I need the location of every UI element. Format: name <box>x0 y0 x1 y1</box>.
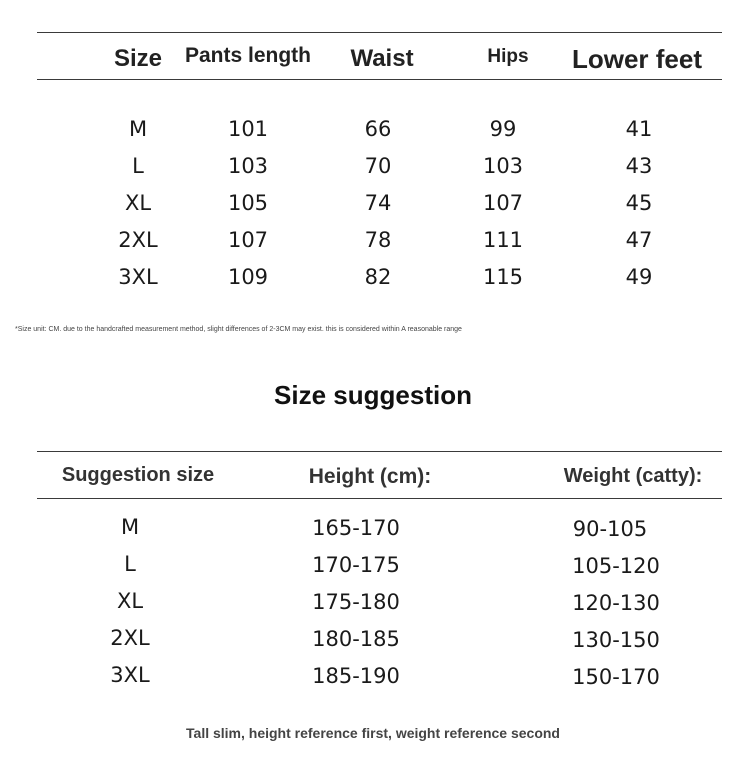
cell-pants-length: 101 <box>227 117 269 141</box>
cell-hips: 99 <box>489 117 517 141</box>
cell-height: 180-185 <box>312 627 400 651</box>
header-hips: Hips <box>487 46 529 67</box>
header-height: Height (cm): <box>308 465 432 488</box>
suggestion-top-rule <box>37 451 722 452</box>
cell-suggestion-size: XL <box>116 589 144 613</box>
cell-size: L <box>132 154 144 178</box>
cell-lower-feet: 43 <box>625 154 653 178</box>
cell-pants-length: 107 <box>227 228 269 252</box>
cell-lower-feet: 49 <box>625 265 653 289</box>
cell-hips: 107 <box>482 191 524 215</box>
cell-height: 185-190 <box>312 664 400 688</box>
size-unit-note: *Size unit: CM. due to the handcrafted measurement method, slight differences of 2-3CM may exist. this is considered within A reasonable range <box>15 326 462 333</box>
suggestion-footnote: Tall slim, height reference first, weight reference second <box>186 725 560 741</box>
cell-height: 165-170 <box>312 516 400 540</box>
cell-weight: 130-150 <box>572 628 660 652</box>
cell-weight: 120-130 <box>572 591 660 615</box>
suggestion-header-rule <box>37 498 722 499</box>
cell-pants-length: 105 <box>227 191 269 215</box>
cell-height: 170-175 <box>312 553 400 577</box>
cell-size: XL <box>124 191 152 215</box>
cell-pants-length: 109 <box>227 265 269 289</box>
cell-lower-feet: 41 <box>625 117 653 141</box>
cell-size: M <box>128 117 148 141</box>
cell-weight: 90-105 <box>572 517 648 541</box>
cell-suggestion-size: 3XL <box>110 663 150 687</box>
cell-waist: 74 <box>364 191 392 215</box>
suggestion-title: Size suggestion <box>274 380 472 410</box>
header-waist: Waist <box>350 45 414 72</box>
cell-waist: 78 <box>364 228 392 252</box>
header-lower-feet: Lower feet <box>571 44 703 74</box>
header-size: Size <box>113 45 163 72</box>
cell-waist: 70 <box>364 154 392 178</box>
header-rule <box>37 79 722 80</box>
cell-height: 175-180 <box>312 590 400 614</box>
cell-waist: 82 <box>364 265 392 289</box>
cell-hips: 111 <box>482 228 524 252</box>
top-rule <box>37 32 722 33</box>
header-suggestion-size: Suggestion size <box>61 464 215 486</box>
header-pants-length: Pants length <box>184 44 312 67</box>
cell-size: 2XL <box>118 228 158 252</box>
cell-hips: 115 <box>482 265 524 289</box>
cell-weight: 105-120 <box>572 554 660 578</box>
cell-suggestion-size: L <box>124 552 136 576</box>
cell-size: 3XL <box>118 265 158 289</box>
cell-lower-feet: 45 <box>625 191 653 215</box>
cell-waist: 66 <box>364 117 392 141</box>
cell-suggestion-size: M <box>120 515 140 539</box>
cell-pants-length: 103 <box>227 154 269 178</box>
cell-suggestion-size: 2XL <box>110 626 150 650</box>
cell-weight: 150-170 <box>572 665 660 689</box>
cell-hips: 103 <box>482 154 524 178</box>
cell-lower-feet: 47 <box>625 228 653 252</box>
header-weight: Weight (catty): <box>563 465 703 487</box>
